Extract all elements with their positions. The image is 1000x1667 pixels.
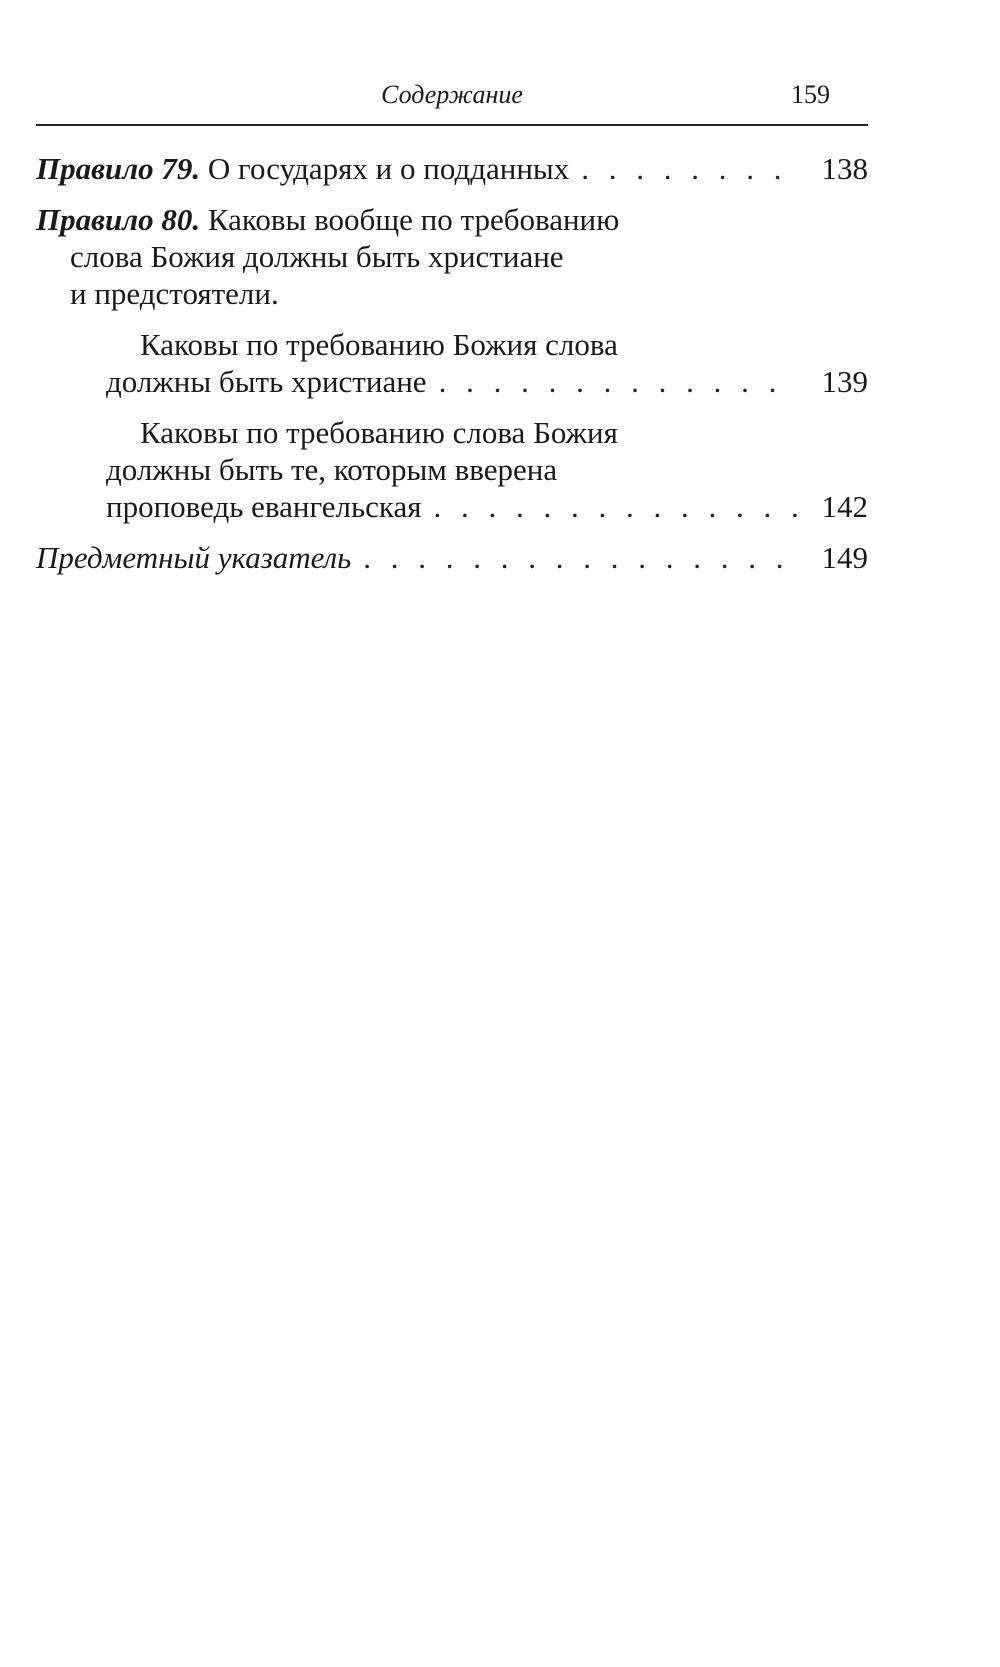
subentry-line-1: Каковы по требованию Божия слова xyxy=(140,327,618,362)
entry-title-line-1: Каковы вообще по требованию xyxy=(207,202,620,237)
toc-entry-rule-80 xyxy=(36,201,868,312)
rule-label: Правило 79. xyxy=(36,151,201,186)
running-header xyxy=(36,72,868,126)
toc-entry-subject-index xyxy=(36,539,868,576)
toc-entry-line xyxy=(36,539,868,576)
table-of-contents xyxy=(36,150,868,576)
rule-label: Правило 80. xyxy=(36,202,201,237)
entry-title: О государях и о подданных xyxy=(207,151,570,186)
entry-title-line-3: и предстоятели. xyxy=(70,276,279,311)
toc-subentry-christians xyxy=(36,326,868,400)
dot-leader xyxy=(363,539,798,576)
entry-title: Предметный указатель xyxy=(36,540,352,575)
running-title: Содержание xyxy=(381,80,523,109)
toc-subentry-preachers xyxy=(36,414,868,525)
subentry-line-3: проповедь евангельская xyxy=(106,489,422,524)
toc-entry-line xyxy=(106,363,868,400)
dot-leader xyxy=(439,363,798,400)
entry-page-number: 142 xyxy=(821,489,868,524)
toc-entry-line xyxy=(36,150,868,187)
entry-page-number: 139 xyxy=(821,364,868,399)
entry-page-number: 149 xyxy=(821,540,868,575)
entry-title-line-2: слова Божия должны быть христиане xyxy=(70,239,564,274)
dot-leader xyxy=(581,150,798,187)
page-number: 159 xyxy=(791,80,830,109)
subentry-line-1: Каковы по требованию слова Божия xyxy=(140,415,618,450)
subentry-line-2: должны быть те, которым вверена xyxy=(106,452,558,487)
dot-leader xyxy=(434,488,798,525)
toc-entry-rule-79 xyxy=(36,150,868,187)
subentry-line-2: должны быть христиане xyxy=(106,364,427,399)
toc-entry-line xyxy=(106,488,868,525)
entry-page-number: 138 xyxy=(821,151,868,186)
